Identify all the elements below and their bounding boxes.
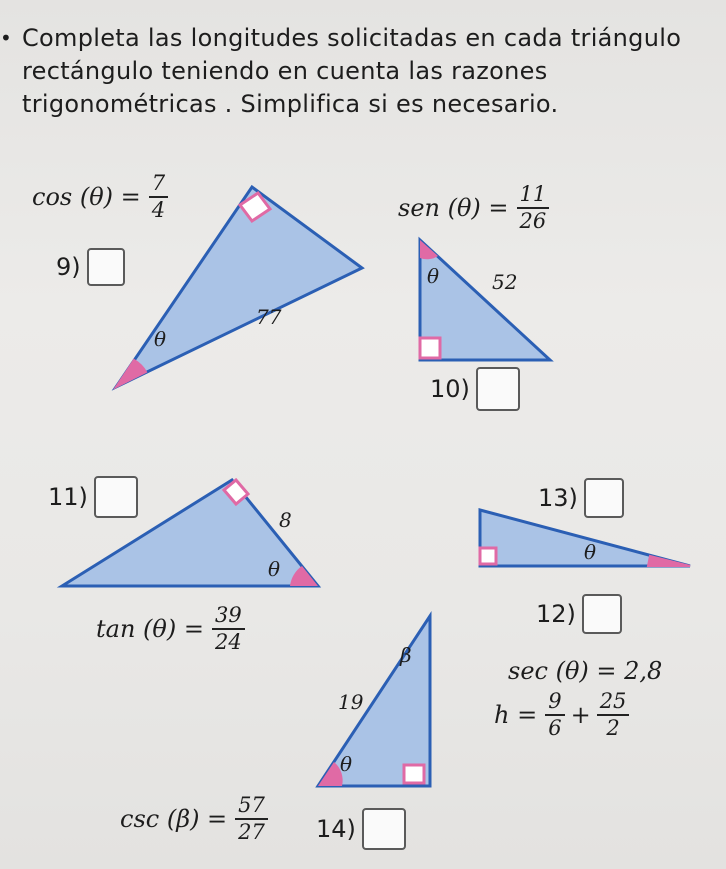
formula-11-func: tan (θ) = <box>96 614 204 643</box>
problem-13-label <box>538 478 624 518</box>
fraction-14 <box>235 794 268 843</box>
formula-12-h <box>494 690 629 739</box>
side-label-11: 8 <box>279 508 292 532</box>
theta-label-9: θ <box>154 327 167 351</box>
answer-box-9[interactable] <box>87 248 125 286</box>
theta-label-13: θ <box>584 540 597 564</box>
beta-label-14: β <box>400 643 412 667</box>
problem-9-number: 9) <box>56 253 81 281</box>
problem-11-number: 11) <box>48 483 88 511</box>
side-label-14: 19 <box>338 690 364 714</box>
fraction-12b-numerator: 25 <box>597 690 630 716</box>
formula-11 <box>96 604 245 653</box>
fraction-12b-denominator: 2 <box>606 716 620 740</box>
problem-9-label <box>56 248 125 286</box>
fraction-10-numerator: 11 <box>517 183 550 209</box>
answer-box-13[interactable] <box>584 478 624 518</box>
fraction-9 <box>149 172 168 221</box>
fraction-10 <box>517 183 550 232</box>
problem-14-number: 14) <box>316 815 356 843</box>
formula-10 <box>398 183 549 232</box>
fraction-14-denominator: 27 <box>238 820 265 844</box>
fraction-9-numerator: 7 <box>149 172 168 198</box>
formula-9 <box>32 172 168 221</box>
formula-12 <box>508 657 662 685</box>
answer-box-12[interactable] <box>582 594 622 634</box>
formula-14 <box>120 794 268 843</box>
triangle-14 <box>318 616 430 786</box>
fraction-11-denominator: 24 <box>214 630 242 654</box>
fraction-12a-numerator: 9 <box>545 690 564 716</box>
fraction-14-numerator: 57 <box>235 794 268 820</box>
answer-box-10[interactable] <box>476 367 520 411</box>
formula-12-func: sec (θ) = 2,8 <box>508 657 663 685</box>
fraction-11-numerator: 39 <box>212 604 245 630</box>
problem-10-number: 10) <box>430 375 470 403</box>
problem-14-label <box>316 808 406 850</box>
fraction-10-denominator: 26 <box>519 209 547 233</box>
angle-marker-13 <box>648 556 690 566</box>
formula-14-func: csc (β) = <box>120 804 228 833</box>
problem-10-label <box>430 367 520 411</box>
theta-label-10: θ <box>427 264 440 288</box>
fraction-12b <box>597 690 630 739</box>
problem-13-number: 13) <box>538 484 578 512</box>
fraction-11 <box>212 604 245 653</box>
angle-marker-10 <box>420 240 438 259</box>
right-angle-marker-14 <box>404 765 424 783</box>
side-label-9: 77 <box>256 305 282 329</box>
answer-box-11[interactable] <box>94 476 138 518</box>
formula-9-func: cos (θ) = <box>32 182 141 211</box>
theta-label-11: θ <box>268 557 281 581</box>
formula-10-func: sen (θ) = <box>398 193 509 222</box>
bullet-icon: • <box>0 26 13 50</box>
formula-12-h-lhs: h = <box>494 700 538 729</box>
instructions-body: Completa las longitudes solicitadas en cada triángulo rectángulo teniendo en cuenta las razones trigonométricas . Simplifica si es necesario. <box>22 24 682 118</box>
fraction-12a <box>545 690 564 739</box>
problem-12-label <box>536 594 622 634</box>
theta-label-14: θ <box>340 752 353 776</box>
fraction-12a-denominator: 6 <box>548 716 562 740</box>
right-angle-marker-13 <box>480 548 496 564</box>
side-label-10: 52 <box>492 270 518 294</box>
fraction-9-denominator: 4 <box>151 198 166 222</box>
plus-sign: + <box>570 700 591 729</box>
answer-box-14[interactable] <box>362 808 406 850</box>
right-angle-marker-10 <box>420 338 440 358</box>
problem-12-number: 12) <box>536 600 576 628</box>
problem-11-label <box>48 476 138 518</box>
